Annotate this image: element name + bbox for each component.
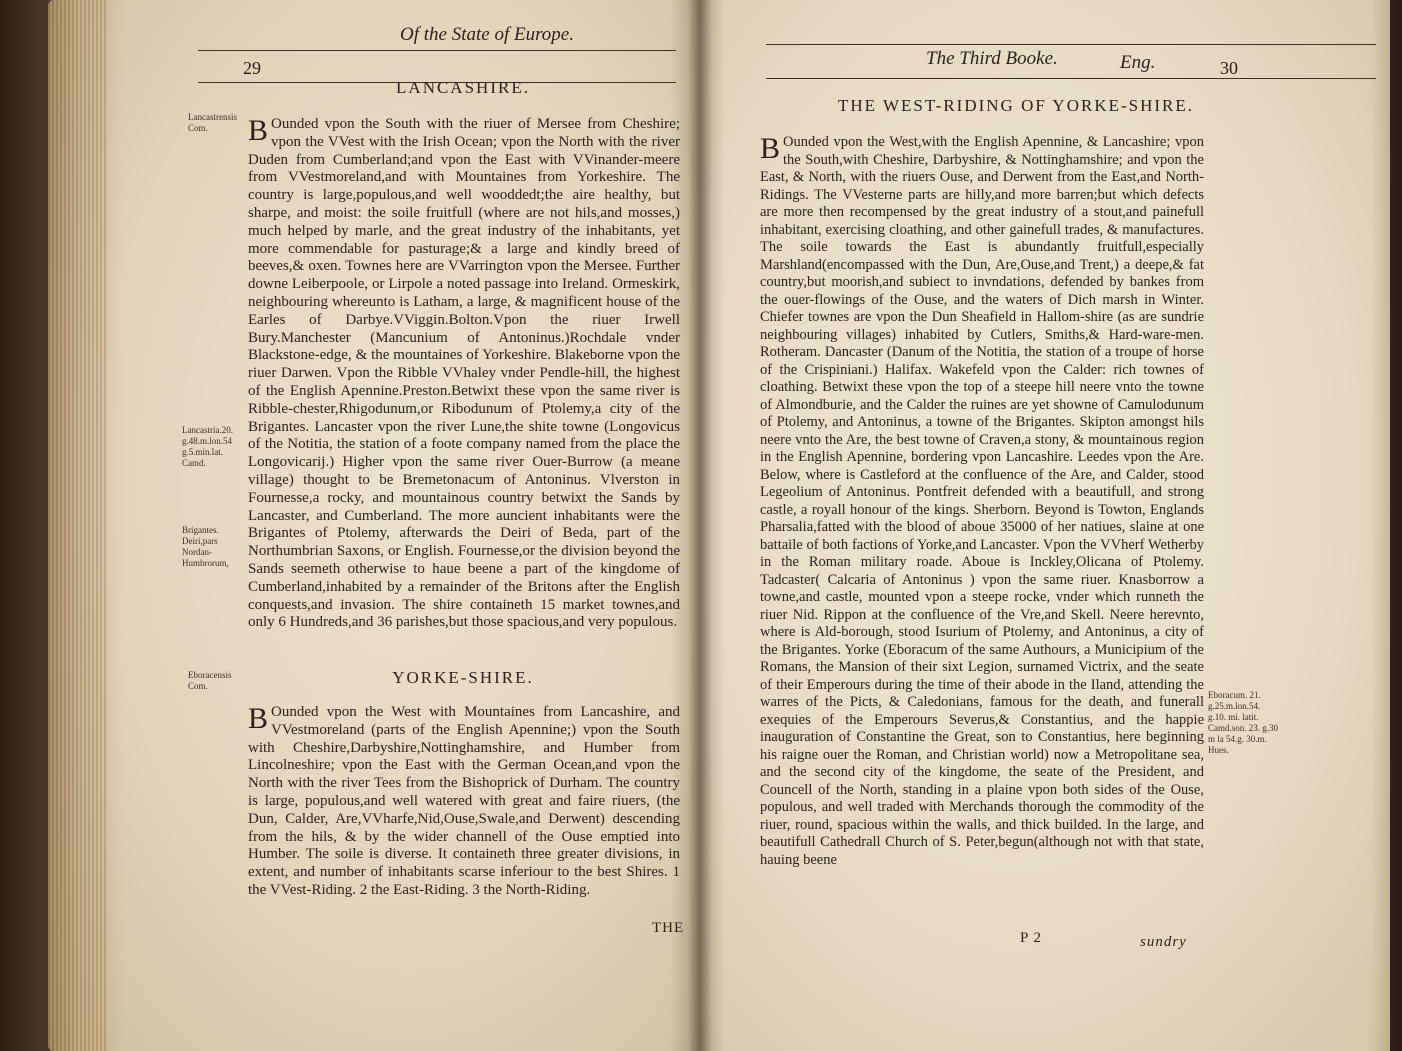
west-riding-title: THE WEST-RIDING OF YORKE-SHIRE. bbox=[837, 96, 1195, 115]
eboracum-margin-note: Eboracum. 21. g.25.m.lon.54. g.10. mi. latit. Camd.son. 23. g.30 m la 54.g. 30.m. Hues. bbox=[1208, 690, 1279, 755]
yorkshire-margin-note: Eboracensis Com. bbox=[188, 670, 232, 691]
drop-cap-2: B bbox=[248, 702, 269, 735]
left-catchword: THE bbox=[652, 920, 685, 936]
brigantes-margin-note: Brigantes. Deiri,pars Nordan-Humbrorum, bbox=[182, 525, 229, 568]
signature-mark: P 2 bbox=[1020, 930, 1043, 946]
left-page-number: 29 bbox=[243, 58, 261, 78]
right-page-number: 30 bbox=[1220, 58, 1238, 78]
drop-cap: B bbox=[248, 114, 269, 147]
drop-cap-3: B bbox=[760, 132, 781, 165]
book-gutter bbox=[688, 0, 712, 1051]
lancashire-title: LANCASHIRE. bbox=[396, 78, 530, 97]
yorkshire-title: YORKE-SHIRE. bbox=[392, 668, 534, 687]
yorkshire-text bbox=[248, 704, 680, 914]
right-head-rule-bottom bbox=[766, 78, 1376, 79]
west-riding-body: Ounded vpon the West,with the English Apennine, & Lancashire; vpon the South,with Cheshire, Darbyshire, & Nottinghamshire; and vpon the East, & North, with the riuers Ouse, and Derwent from the East,and North-Ridings. The VVesterne parts are hilly,and more barren;but which defects are more then recompensed by the great industry of a stout,and painefull inhabitant, exercising cloathing, and other gainefull trades, & manufactures. The soile towards the East is abundantly fruitfull,especially Marshland(encompassed with the Dun, Are,Ouse,and Trent,) a deepe,& fat country,but moorish,and subiect to invndations, defended by bankes from the ouer-flowings of the Ouse, and the waters of Dich marsh in Winter. Chiefer townes are vpon the Dun Sheafield in Hallom-shire (as are sundrie neighbouring villages) inhabited by Cutlers, Smiths,& Hard-ware-men. Rotheram. Dancaster (Danum of the Notitia, the station of a troupe of horse of the Crispiniani.) Halifax. Wakefeld vpon the Calder: rich townes of cloathing. Betwixt these vpon the top of a steepe hill neere vnto the towne of Almondburie, and the Calder the ruines are yet showne of Camulodunum of Ptolemy, and Antoninus, a towne of the Brigantes. Skipton amongst hils neere vnto the Are, the best towne of Craven,a stony, & mountainous region in the English Apennine, bordering vpon Lancashire. Leedes vpon the Are. Below, where is Castleford at the confluence of the Are, and Calder, stood Legeolium of Antoninus. Pontfreit defended with a beautifull, and strong castle, a royall honour of the kings. Sherborn. Beyond is Towton, Englands Pharsalia,fatted with the blood of aboue 35000 of her natiues, slaine at one battaile of both factions of Yorke,and Lancaster. Vpon the VVherf Wetherby in the Roman military roade. Aboue is Inckley,Olicana of Ptolemy. Tadcaster( Calcaria of Antoninus ) vpon the same riuer. Knasborrow a towne,and castle, mounted vpon a steepe rocke, vnder which runneth the riuer Nid. Rippon at the confluence of the Vre,and Skell. Neere herevnto, where is Ald-borough, stood Isurium of Ptolemy, and Antoninus, a city of the Brigantes. Yorke (Eboracum of the same Authours, a Municipium of the Romans, the Mansion of their sixt Legion, surnamed Victrix, and the seate of their Emperours during the time of their abode in the Iland, attending the warres of the Picts, & Caledonians, famous for the death, and funerall exequies of the Emperours Severus,& Constantius, and the happie inauguration of Constantine the Great, son to Constantius, here beginning his raigne ouer the Roman, and Christian world) now a Metropolitane sea, and the second city of the kingdome, the seate of the President, and Councell of the North, standing in a plaine vpon both sides of the Ouse, populous, and well traded with Merchands thorough the commodity of the riuer, round, spacious within the walls, and thick builded. In the large, and beautifull Cathedrall Church of S. Peter,begun(although not with that state, hauing beene bbox=[760, 134, 1204, 868]
left-page bbox=[48, 0, 700, 1051]
right-running-head: The Third Booke. bbox=[926, 48, 1058, 69]
right-page bbox=[700, 0, 1390, 1051]
lancashire-text bbox=[248, 116, 680, 656]
west-riding-text bbox=[760, 134, 1204, 940]
left-running-head: Of the State of Europe. bbox=[400, 24, 574, 45]
lancashire-body: Ounded vpon the South with the riuer of Mersee from Cheshire; vpon the VVest with the Irish Ocean; vpon the North with the river Duden from Cumberland;and vpon the East with VVinander-meere from VVestmoreland,and with Mountaines from Yorkeshire. The country is large,populous,and well wooddedt;the aire healthy, but sharpe, and moist: the soile fruitfull (where are not hils,and mosses,) much helped by marle, and the great industry of the inhabitants, yet more commendable for pasturage;& a large and kindly breed of beeves,& oxen. Townes here are VVarrington vpon the Mersee. Further downe Leiberpoole, or Lirpole a noted passage into Ireland. Ormeskirk, neighbouring whereunto is Latham, a large, & magnificent house of the Earles of Darbye.VViggin.Bolton.Vpon the riuer Irwell Bury.Manchester (Mancunium of Antoninus.)Rochdale vnder Blackstone-edge, & the mountaines of Yorkeshire. Blakeborne vpon the riuer Darwen. Vpon the Ribble VVhaley vnder Pendle-hill, the highest of the English Apennine.Preston.Betwixt these vpon the same river is Ribble-chester,Rhigodunum,or Ribodunum of Ptolemy,a city of the Brigantes. Lancaster vpon the river Lune,the shite towne (Longovicus of the Notitia, the station of a foote company named from the place the Longovicarij.) Higher vpon the same river Ouer-Burrow (a meane village) thought to be Bremetonacum of Antoninus. Vlverston in Fournesse,a rocky, and mountainous country betwixt the Sands by Lancaster, and Cumberland. The more auncient inhabitants were the Brigantes of Ptolemy, afterwards the Deiri of Beda, part of the Northumbrian Saxons, or English. Fournesse,or the division beyond the Sands seemeth otherwise to haue beene a part of the kingdome of Cumberland,inhabited by a remainder of the Britons after the English conquests,and invasion. The shire containeth 15 market townes,and only 6 Hundreds,and 36 parishes,but those spacious,and very populous. bbox=[248, 116, 680, 631]
page-edges bbox=[48, 0, 108, 1051]
left-head-rule-top bbox=[198, 50, 676, 51]
lancashire-margin-note: Lancastrensis Com. bbox=[188, 112, 237, 133]
lancaster-margin-note: Lancastria.20. g.48.m.lon.54 g.5.min.lat. Camd. bbox=[182, 425, 233, 468]
yorkshire-body: Ounded vpon the West with Mountaines from Lancashire, and VVestmoreland (parts of the English Apennine;) vpon the South with Cheshire,Darbyshire,Nottinghamshire, and Humber from Lincolneshire; vpon the East with the German Ocean,and vpon the North with the river Tees from the Bishoprick of Durham. The country is large, populous,and well watered with great and faire riuers, (the Dun, Calder, Are,VVharfe,Nid,Ouse,Swale,and Derwent) descending from the hils, & by the wider channell of the Ouse emptied into Humber. The soile is diverse. It containeth three greater divisions, in extent, and number of inhabitants scarse inferiour to the best Shires. 1 the VVest-Riding. 2 the East-Riding. 3 the North-Riding. bbox=[248, 704, 680, 898]
right-running-head-eng: Eng. bbox=[1120, 52, 1156, 73]
right-catchword: sundry bbox=[1140, 934, 1187, 950]
right-head-rule-top bbox=[766, 44, 1376, 45]
